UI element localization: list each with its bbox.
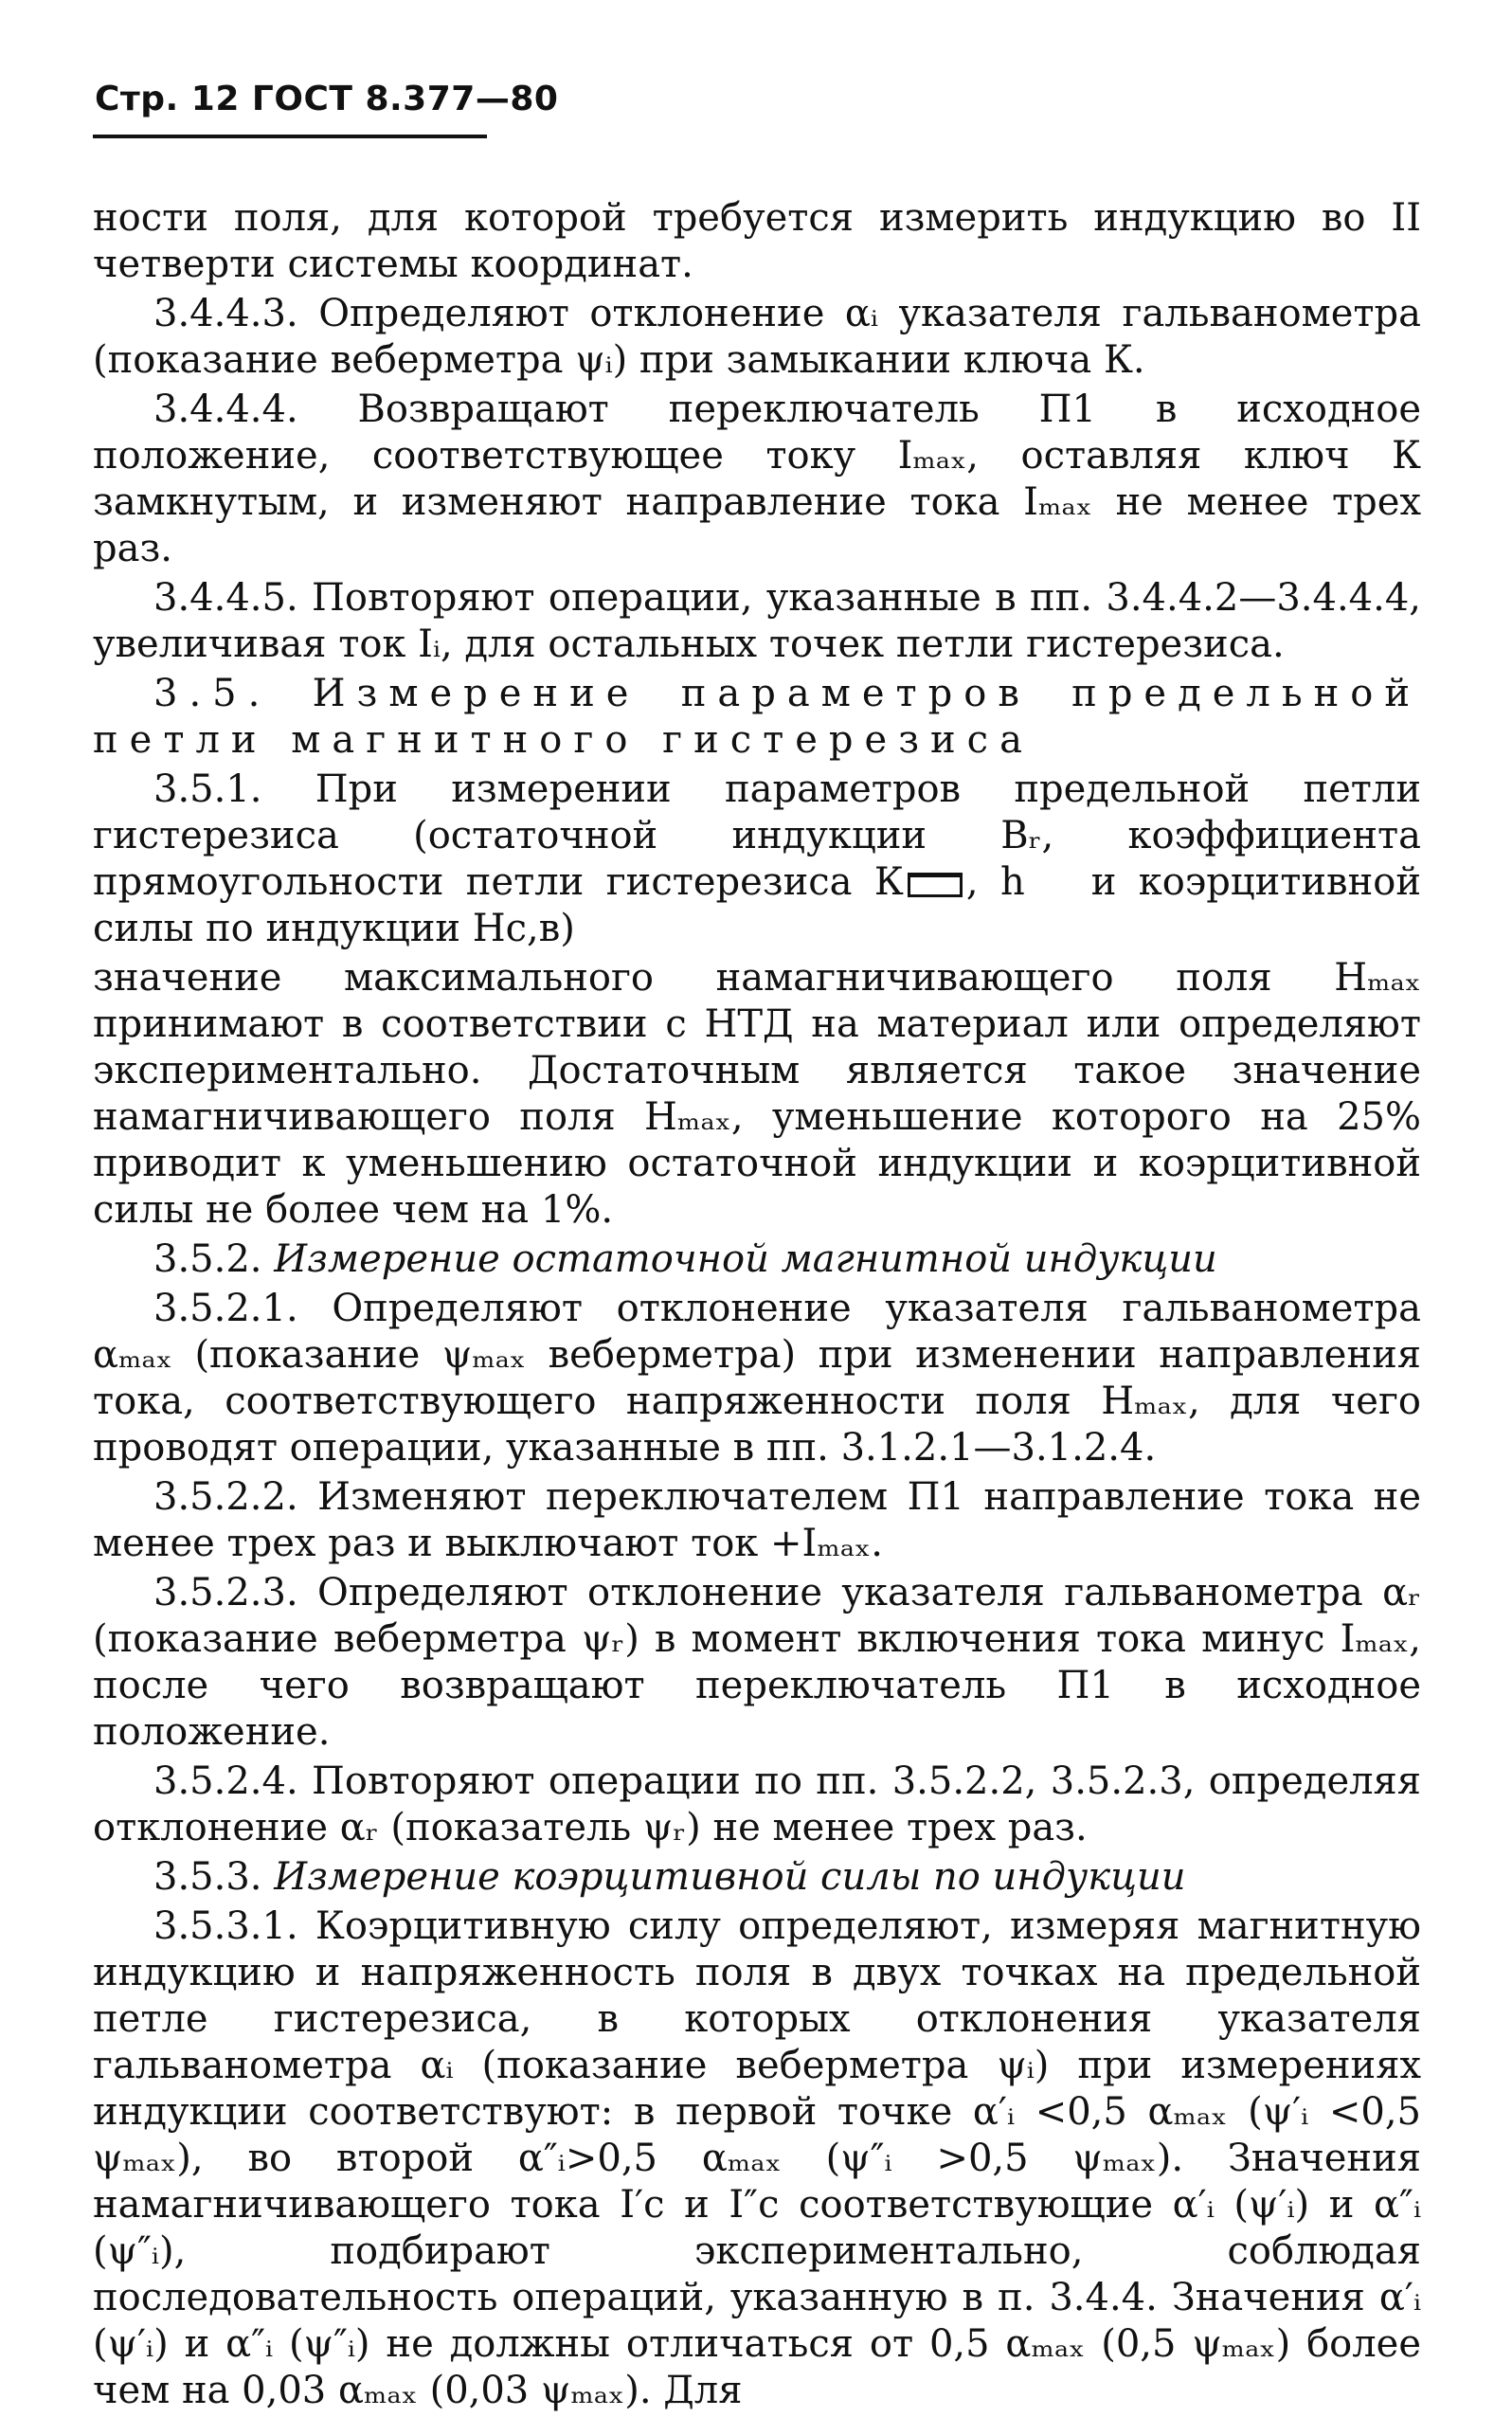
page-body [93,195,1421,2417]
header-rule [93,135,487,138]
subsection-number: 3.5.2. [153,1237,262,1281]
paragraph-text: 3.5.1. При измерении параметров предельной петли гистерезиса (остаточной индукции Bᵣ, коэффициента прямоугольности петли гистерезиса К [93,767,1421,904]
paragraph: 3.5.3.1. Коэрцитивную силу определяют, измеряя магнитную индукцию и напряженность поля в двух точках на предельной петле гистерезиса, в которых отклонения указателя гальванометра αᵢ (показание веберметра ψᵢ) при измерениях индукции соответствуют: в первой точке α′ᵢ <0,5 αₘₐₓ (ψ′ᵢ <0,5 ψₘₐₓ), во второй α″ᵢ>0,5 αₘₐₓ (ψ″ᵢ >0,5 ψₘₐₓ). Значения намагничивающего тока I′c и I″c соответствующие α′ᵢ (ψ′ᵢ) и α″ᵢ (ψ″ᵢ), подбирают экспериментально, соблюдая последовательность операций, указанную в п. 3.4.4. Значения α′ᵢ (ψ′ᵢ) и α″ᵢ (ψ″ᵢ) не должны отличаться от 0,5 αₘₐₓ (0,5 ψₘₐₓ) более чем на 0,03 αₘₐₓ (0,03 ψₘₐₓ). Для [93,1904,1421,2412]
subsection-heading [93,1854,1421,1901]
paragraph-text: и коэрцитивной силы по индукции Hc,в) [93,860,1421,950]
rectangle-symbol-icon [908,873,963,897]
paragraph: 3.4.4.3. Определяют отклонение αᵢ указателя гальванометра (показание веберметра ψᵢ) при замыкании ключа К. [93,292,1421,382]
section-heading: 3.5. Измерение параметров предельной петли магнитного гистерезиса [93,672,1421,762]
paragraph: значение максимального намагничивающего поля Hₘₐₓ принимают в соответствии с НТД на материал или определяют экспериментально. Достаточным является такое значение намагничивающего поля Hₘₐₓ, уменьшение которого на 25% приводит к уменьшению остаточной индукции и коэрцитивной силы не более чем на 1%. [93,956,1421,1232]
paragraph: 3.5.2.3. Определяют отклонение указателя гальванометра αᵣ (показание веберметра ψᵣ) в момент включения тока минус Iₘₐₓ, после чего возвращают переключатель П1 в исходное положение. [93,1571,1421,1754]
paragraph: 3.5.2.2. Изменяют переключателем П1 направление тока не менее трех раз и выключают ток +Iₘₐₓ. [93,1475,1421,1565]
page-header: Стр. 12 ГОСТ 8.377—80 [95,80,559,118]
paragraph: 3.4.4.4. Возвращают переключатель П1 в исходное положение, соответствующее току Iₘₐₓ, оставляя ключ К замкнутым, и изменяют направление тока Iₘₐₓ не менее трех раз. [93,388,1421,570]
paragraph [93,767,1421,952]
subsection-title: Измерение коэрцитивной силы по индукции [274,1855,1186,1899]
paragraph: 3.5.2.4. Повторяют операции по пп. 3.5.2.2, 3.5.2.3, определяя отклонение αᵣ (показатель ψᵣ) не менее трех раз. [93,1759,1421,1849]
paragraph-text: , h [965,860,1025,904]
paragraph: 3.4.4.5. Повторяют операции, указанные в пп. 3.4.4.2—3.4.4.4, увеличивая ток Iᵢ, для остальных точек петли гистерезиса. [93,576,1421,666]
paragraph: ности поля, для которой требуется измерить индукцию во II четверти системы координат. [93,196,1421,286]
paragraph: 3.5.2.1. Определяют отклонение указателя гальванометра αₘₐₓ (показание ψₘₐₓ веберметра) при изменении направления тока, соответствующего напряженности поля Hₘₐₓ, для чего проводят операции, указанные в пп. 3.1.2.1—3.1.2.4. [93,1287,1421,1470]
subsection-heading [93,1236,1421,1283]
subsection-number: 3.5.3. [153,1855,262,1899]
subsection-title: Измерение остаточной магнитной индукции [274,1237,1217,1281]
